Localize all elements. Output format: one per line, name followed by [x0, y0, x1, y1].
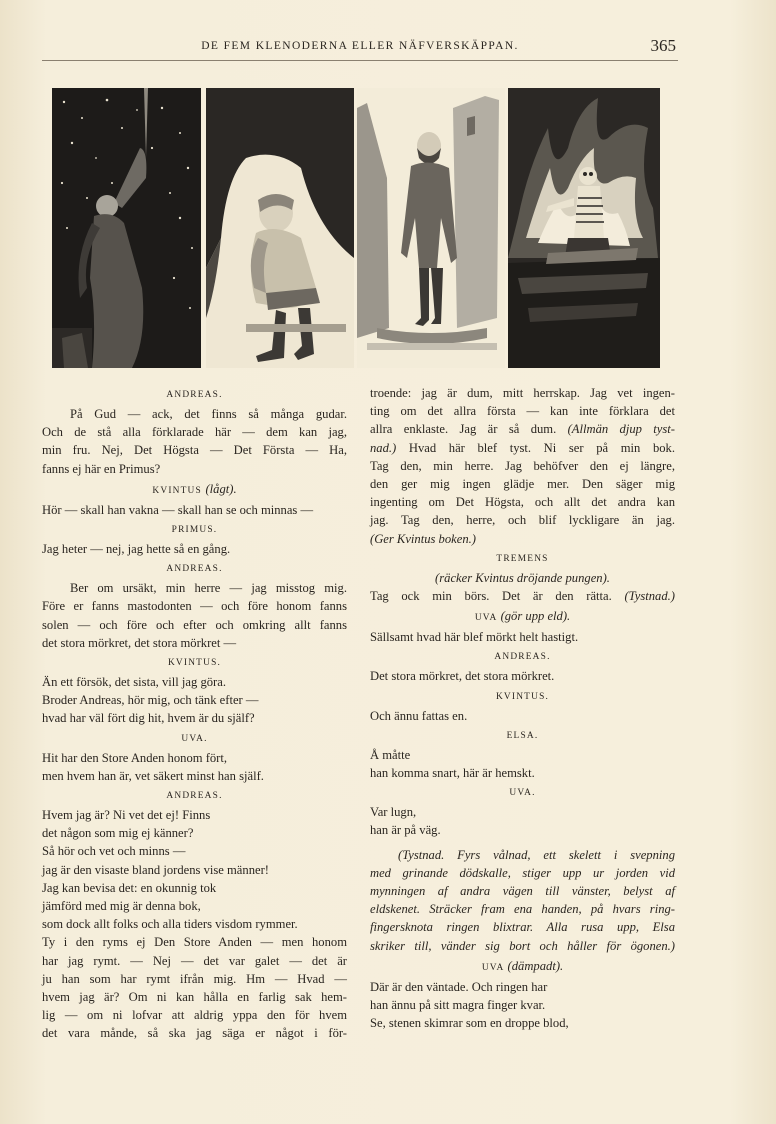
- right-column: [370, 384, 675, 1032]
- stage-direction: med grinande dödskalle, stiger upp ur jorden vid: [370, 865, 675, 880]
- stage-direction: mynningen af andra vägen till vänster, belyst af: [370, 884, 675, 899]
- stage-direction: (räcker Kvintus dröjande pungen).: [435, 570, 610, 585]
- line: Där är den väntade. Och ringen har: [370, 979, 548, 994]
- running-head: [42, 36, 678, 61]
- line: han ännu på sitt magra finger kvar.: [370, 998, 546, 1013]
- line: solen — och före och efter och omkring allt fanns: [42, 617, 347, 632]
- line: min fru. Nej, Det Högsta — Det Första — Ha,: [42, 443, 347, 458]
- line: Före er fanns mastodonten — och före honom fanns: [42, 599, 347, 614]
- line: han är på väg.: [370, 823, 441, 838]
- stage-direction: nad.): [370, 440, 397, 455]
- stage-direction: (Ger Kvintus boken.): [370, 531, 476, 546]
- line: men hvem han är, vet säkert minst han själf.: [42, 768, 264, 783]
- line: Jag kan bevisa det: en okunnig tok: [42, 880, 217, 895]
- line: Hvem jag är? Ni vet det ej! Finns: [42, 808, 211, 823]
- page-number: 365: [650, 36, 676, 55]
- line: Å måtte: [370, 747, 411, 762]
- line: Tag den, min herre. Jag behöfver den ej längre,: [370, 458, 675, 473]
- line: det vara månde, så ska jag säga er något i för-: [42, 1026, 347, 1041]
- speaker-primus: PRIMUS.: [171, 525, 218, 536]
- line: jämförd med mig är denna bok,: [42, 899, 201, 914]
- speaker-andreas: ANDREAS.: [494, 652, 551, 663]
- speaker-kvintus: KVINTUS.: [495, 691, 550, 702]
- speaker-elsa: ELSA.: [506, 730, 539, 741]
- figure-under-stars-icon: [52, 88, 201, 368]
- line: lig — om ni lofvar att aldrig yppa den för hvem: [42, 1008, 347, 1023]
- line: han komma snart, här är hemskt.: [370, 766, 535, 781]
- line: Ber om ursäkt, min herre — jag misstog mig.: [70, 581, 347, 596]
- speaker-andreas: ANDREAS.: [166, 564, 223, 575]
- primus-illustration: [206, 88, 354, 368]
- line: det någon som mig ej känner?: [42, 826, 194, 841]
- andreas-illustration: [52, 88, 201, 368]
- standing-bald-figure-icon: [357, 88, 505, 368]
- line: Sällsamt hvad här blef mörkt helt hastigt.: [370, 630, 579, 645]
- speaker-name: KVINTUS: [152, 485, 202, 496]
- line: ting om det allra första — kan inte förklara det: [370, 404, 675, 419]
- speaker-uva: UVA.: [181, 733, 208, 744]
- line: Så hör och vet och minns —: [42, 844, 186, 859]
- seated-figure-with-book-icon: [206, 88, 354, 368]
- stage-direction: (Tystnad. Fyrs vålnad, ett skelett i svepning: [398, 847, 675, 862]
- skeleton-in-fire-icon: [508, 88, 660, 368]
- speaker-andreas: ANDREAS.: [166, 791, 223, 802]
- line: Se, stenen skimrar som en droppe blod,: [370, 1016, 569, 1031]
- line: jag är den visaste bland jordens vise männer!: [42, 862, 269, 877]
- line: Det stora mörkret, det stora mörkret.: [370, 669, 555, 684]
- running-title: DE FEM KLENODERNA ELLER NÄFVERSKÄPPAN.: [201, 40, 519, 52]
- speaker-uva: UVA.: [509, 788, 536, 799]
- line: troende: jag är dum, mitt herrskap. Jag vet ingen-: [370, 386, 675, 400]
- stage-direction: skriker till, vänder sig bort och håller för ögonen.): [370, 938, 675, 953]
- line: jag. Tag den, herre, och blif lyckligare än jag.: [370, 513, 675, 528]
- line: Och de stå alla förklarade här — dem kan jag,: [42, 425, 347, 440]
- line: som dock allt folks och alla tiders visdom rymmer.: [42, 917, 298, 932]
- line: Än ett försök, det sista, vill jag göra.: [42, 675, 226, 690]
- kvintus-illustration: [357, 88, 505, 368]
- line: Och ännu fattas en.: [370, 708, 468, 723]
- left-column: [42, 384, 347, 1043]
- line: [370, 420, 675, 438]
- line: [370, 587, 675, 605]
- line: ingenting om Det Högsta, och allt det andra kan: [370, 495, 675, 510]
- skeleton-illustration: [508, 88, 660, 368]
- line: den ger mig ingen glädje mer. Den säger mig: [370, 477, 675, 492]
- speaker-uva: [370, 608, 675, 626]
- speaker-kvintus: [42, 481, 347, 499]
- stage-direction: fingersknota ringen blixtrar. Alla rusa upp, Elsa: [370, 920, 675, 935]
- line-text: allra enklaste. Jag är så dum.: [370, 422, 557, 437]
- line: Broder Andreas, hör mig, och tänk efter —: [42, 693, 259, 708]
- line-text: Tag ock min börs. Det är den rätta.: [370, 589, 612, 604]
- stage-direction: eldskenet. Sträcker fram ena handen, på hvars ring-: [370, 902, 675, 917]
- speaker-name: UVA: [481, 962, 504, 973]
- line: [370, 439, 675, 457]
- speaker-uva: [370, 958, 675, 976]
- line-text: Hvad här blef tyst. Ni ser på min bok.: [408, 440, 676, 455]
- line: har jag rymt. — Nej — det var galet — det är: [42, 953, 347, 968]
- speaker-tremens: TREMENS: [496, 553, 549, 564]
- line: ju han som har rymt ifrån mig. Hm — Hvad —: [42, 971, 347, 986]
- line: På Gud — ack, det finns så många gudar.: [70, 407, 347, 421]
- stage-direction: (Tystnad.): [624, 589, 675, 604]
- stage-direction: (Allmän djup tyst-: [567, 422, 675, 437]
- stage-direction: (lågt).: [205, 481, 237, 496]
- line: Hit har den Store Anden honom fört,: [42, 750, 228, 765]
- speaker-andreas: ANDREAS.: [166, 390, 223, 400]
- line: hvem jag är? Om ni kan hålla en farlig sak hem-: [42, 990, 347, 1005]
- line: fanns ej här en Primus?: [42, 461, 161, 476]
- line: Jag heter — nej, jag hette så en gång.: [42, 542, 231, 557]
- line: det stora mörkret, det stora mörkret —: [42, 635, 237, 650]
- line: Var lugn,: [370, 805, 417, 820]
- line: hvad har väl fört dig hit, hvem är du själf?: [42, 711, 255, 726]
- stage-direction: (gör upp eld).: [500, 609, 571, 624]
- speaker-name: UVA: [474, 613, 498, 624]
- stage-direction: (dämpadt).: [507, 958, 564, 973]
- speaker-kvintus: KVINTUS.: [167, 658, 222, 669]
- line: Hör — skall han vakna — skall han se och minnas —: [42, 502, 314, 517]
- line: Ty i den ryms ej Den Store Anden — men honom: [42, 935, 347, 950]
